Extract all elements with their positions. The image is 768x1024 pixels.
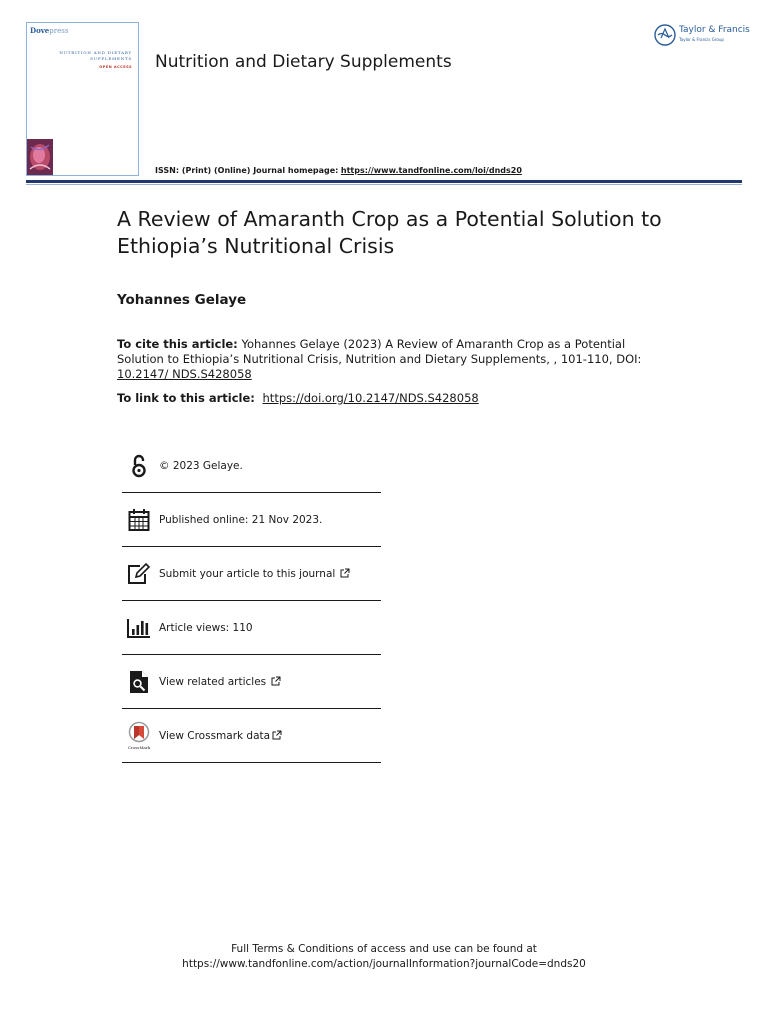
submit-article-row[interactable] — [122, 547, 381, 600]
article-author: Yohannes Gelaye — [117, 292, 247, 308]
article-info-list — [122, 440, 381, 763]
taylor-francis-logo[interactable] — [654, 22, 750, 46]
terms-footer — [0, 942, 768, 972]
edit-icon — [126, 561, 152, 587]
header-divider-thin — [26, 184, 742, 185]
terms-url[interactable]: https://www.tandfonline.com/action/journalInformation?journalCode=dnds20 — [182, 958, 586, 970]
publisher-name: Taylor & Francis — [679, 25, 750, 35]
article-doi-link[interactable]: https://doi.org/10.2147/NDS.S428058 — [262, 391, 479, 405]
copyright-text: © 2023 Gelaye. — [159, 460, 243, 472]
terms-text: Full Terms & Conditions of access and use can be found at — [231, 943, 537, 955]
header-divider — [26, 180, 742, 183]
journal-name: Nutrition and Dietary Supplements — [155, 52, 452, 72]
crossmark-icon — [126, 723, 152, 749]
external-link-icon — [340, 568, 350, 578]
citation-label: To cite this article: — [117, 337, 238, 351]
publisher-group: Taylor & Francis Group — [679, 37, 724, 42]
journal-homepage-link[interactable]: https://www.tandfonline.com/loi/dnds20 — [340, 166, 522, 175]
submit-article-link[interactable]: Submit your article to this journal — [159, 568, 350, 580]
svg-text:CrossMark: CrossMark — [127, 744, 151, 750]
cover-title: NUTRITION AND DIETARY SUPPLEMENTS — [59, 50, 132, 61]
external-link-icon — [272, 730, 282, 740]
article-views: Article views: 110 — [159, 621, 253, 634]
citation-block — [117, 337, 657, 382]
cover-open-access-badge: OPEN ACCESS — [99, 65, 132, 69]
cover-artwork — [27, 139, 53, 175]
crossmark-row[interactable] — [122, 709, 381, 762]
crossmark-link[interactable]: View Crossmark data — [159, 730, 282, 742]
info-divider — [122, 762, 381, 763]
related-articles-row[interactable] — [122, 655, 381, 708]
document-search-icon — [126, 669, 152, 695]
external-link-icon — [271, 676, 281, 686]
taylor-francis-icon — [654, 24, 676, 46]
bar-chart-icon — [126, 615, 152, 641]
related-articles-link[interactable]: View related articles — [159, 676, 281, 688]
issn-label: ISSN: (Print) (Online) Journal homepage: — [155, 166, 339, 175]
published-date: Published online: 21 Nov 2023. — [159, 513, 323, 526]
citation-text: Yohannes Gelaye (2023) A Review of Amaranth Crop as a Potential Solution to Ethiopia’s Nutritional Crisis, Nutrition and Dietary Supplements, , 101-110, DOI: — [117, 337, 642, 366]
issn-line — [155, 166, 522, 175]
published-row — [122, 493, 381, 546]
article-title: A Review of Amaranth Crop as a Potential Solution to Ethiopia’s Nutritional Crisis — [117, 207, 662, 258]
article-views-row — [122, 601, 381, 654]
citation-doi-link[interactable]: 10.2147/ NDS.S428058 — [117, 367, 252, 381]
calendar-icon — [126, 507, 152, 533]
journal-cover-image — [26, 22, 139, 176]
copyright-row — [122, 440, 381, 492]
article-link-line — [117, 391, 479, 405]
cover-brand: Dovepress — [30, 26, 69, 35]
open-access-icon — [126, 453, 152, 479]
article-link-label: To link to this article: — [117, 391, 255, 405]
